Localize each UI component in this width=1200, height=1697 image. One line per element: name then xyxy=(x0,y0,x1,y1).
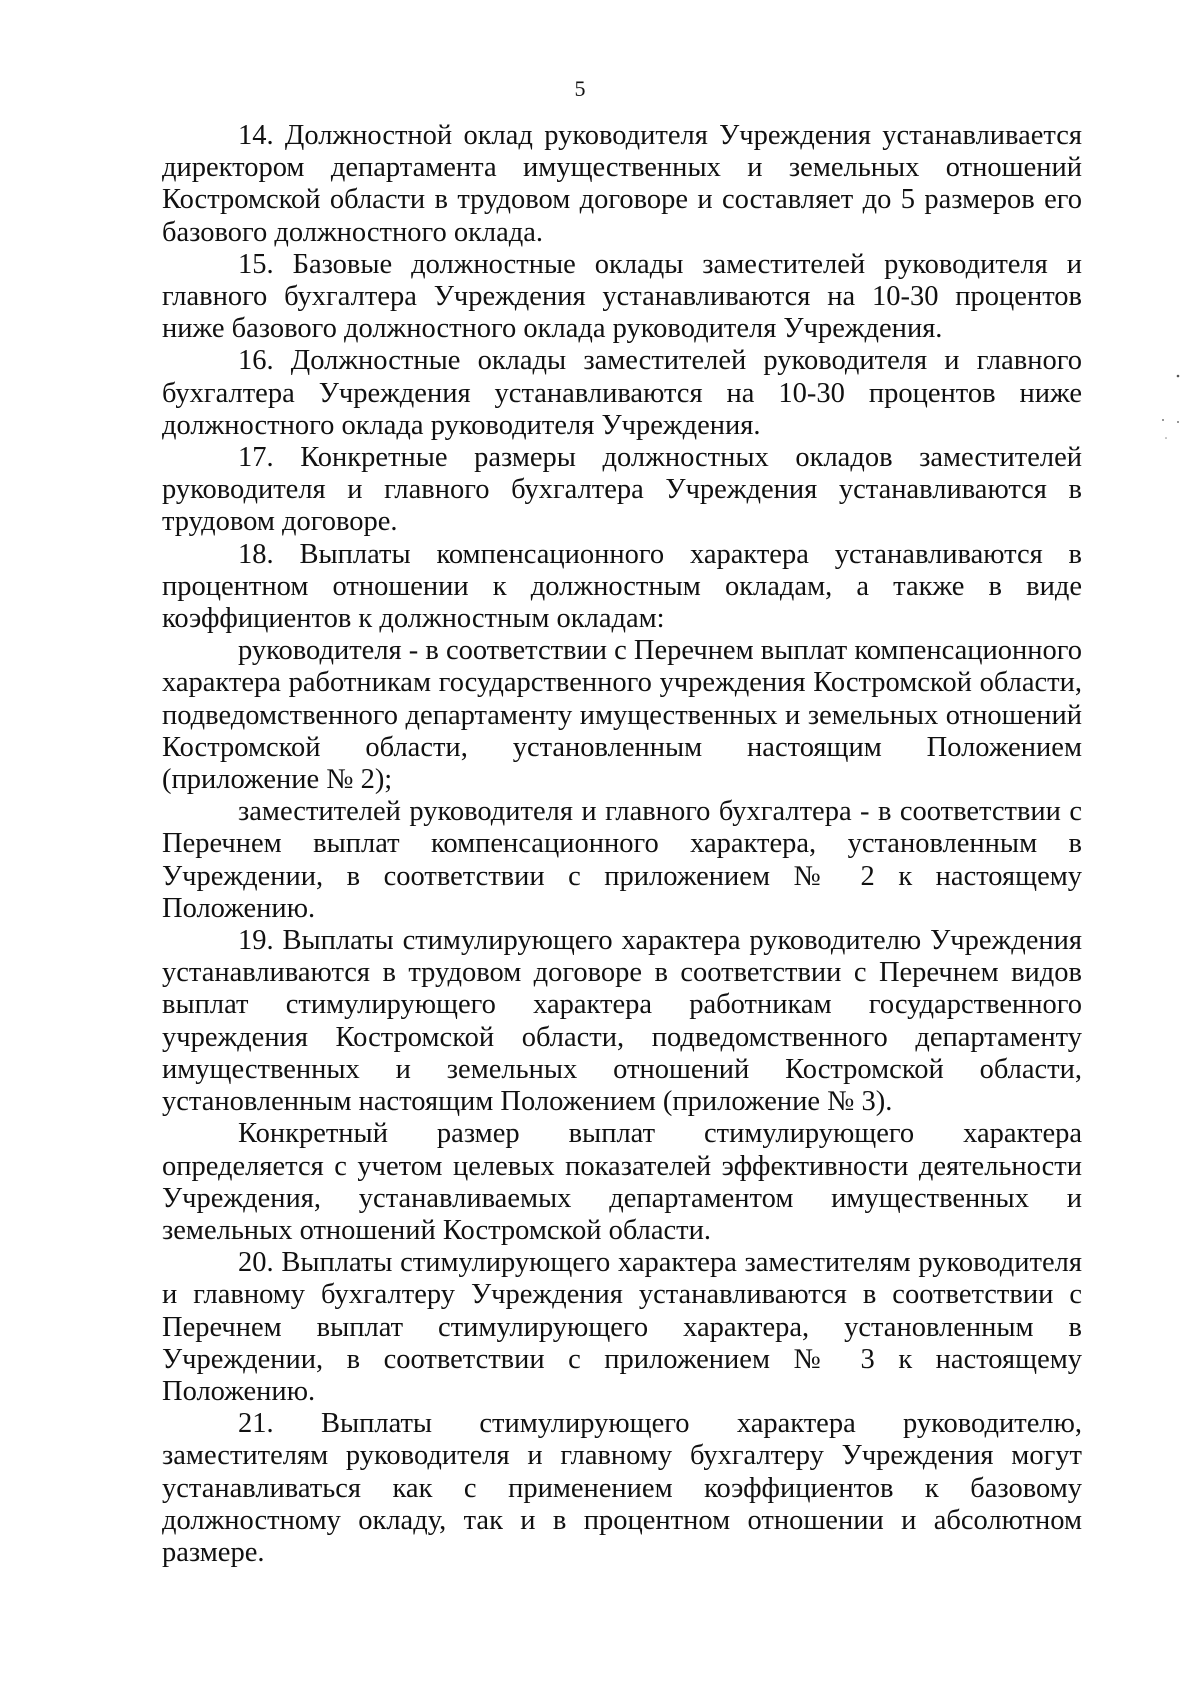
paragraph-14: 14. Должностной оклад руководителя Учреждения устанавливается директором департамента имущественных и земельных отношений Костромской области в трудовом договоре и составляет до 5 размеров его базового должностного оклада. xyxy=(162,120,1082,248)
scan-speck xyxy=(1162,419,1164,421)
paragraph-18-deputies: заместителей руководителя и главного бухгалтера - в соответствии с Перечнем выплат компенсационного характера, установленным в Учреждении, в соответствии с приложением № 2 к настоящему Положению. xyxy=(162,796,1082,924)
paragraph-18: 18. Выплаты компенсационного характера устанавливаются в процентном отношении к должностным окладам, а также в виде коэффициентов к должностным окладам: xyxy=(162,538,1082,635)
paragraph-19-specific: Конкретный размер выплат стимулирующего характера определяется с учетом целевых показателей эффективности деятельности Учреждения, устанавливаемых департаментом имущественных и земельных отношений Костромской области. xyxy=(162,1118,1082,1246)
paragraph-21: 21. Выплаты стимулирующего характера руководителю, заместителям руководителя и главному бухгалтеру Учреждения могут устанавливаться как с применением коэффициентов к базовому должностному окладу, так и в процентном отношении и абсолютном размере. xyxy=(162,1408,1082,1568)
paragraph-15: 15. Базовые должностные оклады заместителей руководителя и главного бухгалтера Учреждения устанавливаются на 10-30 процентов ниже базового должностного оклада руководителя Учреждения. xyxy=(162,248,1082,345)
paragraph-20: 20. Выплаты стимулирующего характера заместителям руководителя и главному бухгалтеру Учреждения устанавливаются в соответствии с Перечнем выплат стимулирующего характера, установленным в Учреждении, в соответствии с приложением № 3 к настоящему Положению. xyxy=(162,1247,1082,1407)
paragraph-19: 19. Выплаты стимулирующего характера руководителю Учреждения устанавливаются в трудовом договоре в соответствии с Перечнем видов выплат стимулирующего характера работникам государственного учреждения Костромской области, подведомственного департаменту имущественных и земельных отношений Костромской области, установленным настоящим Положением (приложение № 3). xyxy=(162,925,1082,1118)
paragraph-18-manager: руководителя - в соответствии с Перечнем выплат компенсационного характера работникам государственного учреждения Костромской области, подведомственного департаменту имущественных и земельных отношений Костромской области, установленным настоящим Положением (приложение № 2); xyxy=(162,635,1082,796)
scan-speck xyxy=(1165,437,1167,439)
page-number: 5 xyxy=(574,76,586,101)
paragraph-17: 17. Конкретные размеры должностных окладов заместителей руководителя и главного бухгалтера Учреждения устанавливаются в трудовом договоре. xyxy=(162,442,1082,538)
scan-noise xyxy=(1130,370,1190,460)
scan-speck xyxy=(1177,421,1179,423)
document-body xyxy=(162,120,1082,1569)
paragraph-16: 16. Должностные оклады заместителей руководителя и главного бухгалтера Учреждения устанавливаются на 10-30 процентов ниже должностного оклада руководителя Учреждения. xyxy=(162,345,1082,441)
scan-speck xyxy=(1177,375,1180,378)
